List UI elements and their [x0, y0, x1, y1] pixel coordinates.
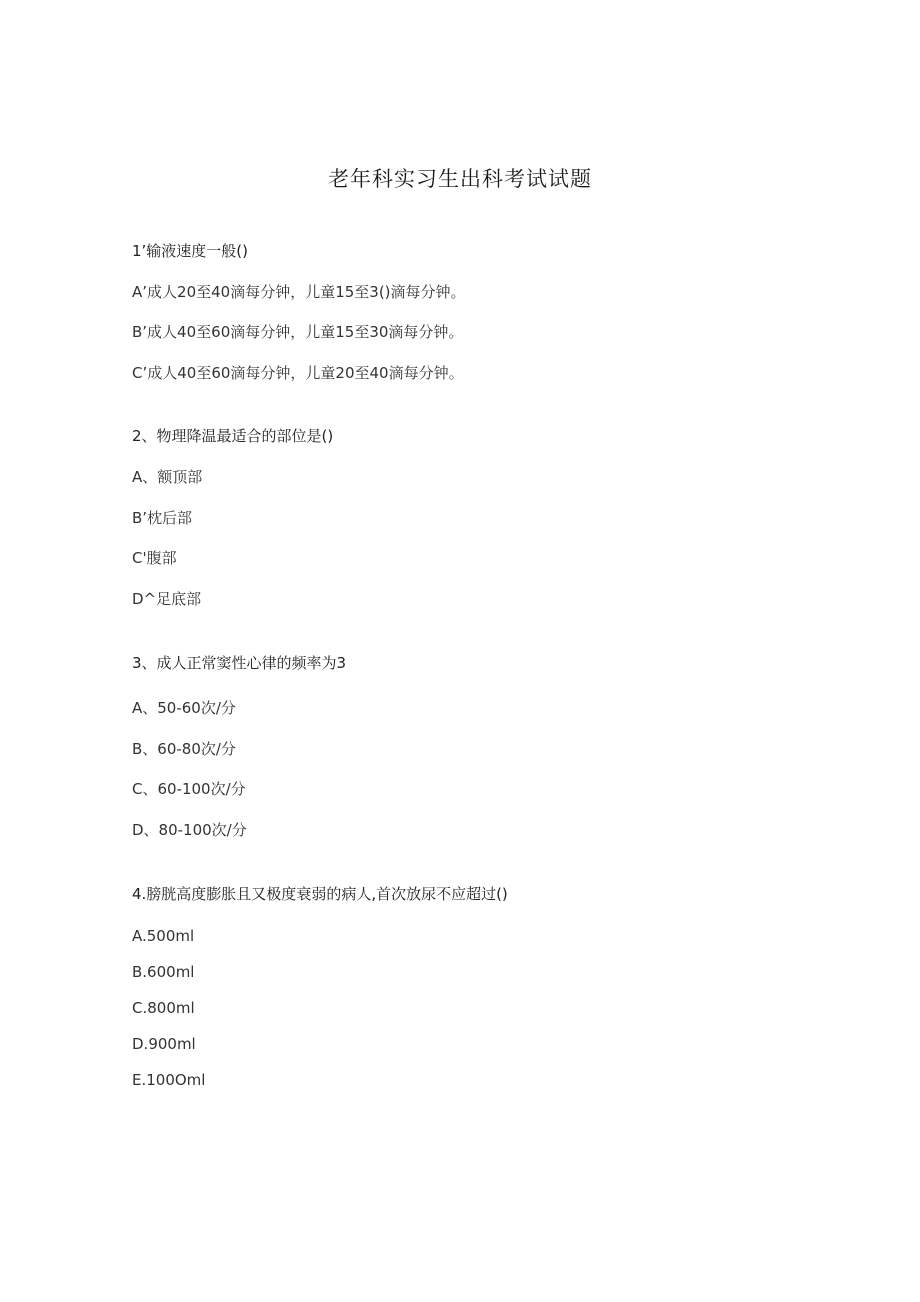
- question-4-option-c: C.800ml: [132, 999, 195, 1017]
- question-3-option-a: A、50-60次/分: [132, 699, 236, 717]
- question-1-option-a: A’成人20至40滴每分钟，儿童15至3()滴每分钟。: [132, 283, 466, 301]
- question-2: 2、物理降温最适合的部位是(): [132, 427, 334, 445]
- question-1: 1’输液速度一般(): [132, 242, 249, 260]
- question-4-option-d: D.900ml: [132, 1035, 196, 1053]
- question-3-option-b: B、60-80次/分: [132, 740, 236, 758]
- question-2-option-a: A、额顶部: [132, 468, 203, 486]
- page-title: 老年科实习生出科考试试题: [328, 167, 592, 191]
- question-4-option-b: B.600ml: [132, 963, 195, 981]
- question-2-option-b: B’枕后部: [132, 509, 193, 527]
- question-4-option-a: A.500ml: [132, 927, 195, 945]
- question-1-option-b: B’成人40至60滴每分钟，儿童15至30滴每分钟。: [132, 323, 464, 341]
- question-3-option-c: C、60-100次/分: [132, 780, 246, 798]
- question-4-option-e: E.100Oml: [132, 1071, 206, 1089]
- question-1-option-c: C’成人40至60滴每分钟，儿童20至40滴每分钟。: [132, 364, 464, 382]
- question-3-option-d: D、80-100次/分: [132, 821, 247, 839]
- question-3: 3、成人正常窦性心律的频率为3: [132, 654, 347, 672]
- question-2-option-d: D^足底部: [132, 590, 202, 608]
- question-4: 4.膀胱高度膨胀且又极度衰弱的病人,首次放尿不应超过(): [132, 885, 508, 903]
- question-2-option-c: C'腹部: [132, 549, 177, 567]
